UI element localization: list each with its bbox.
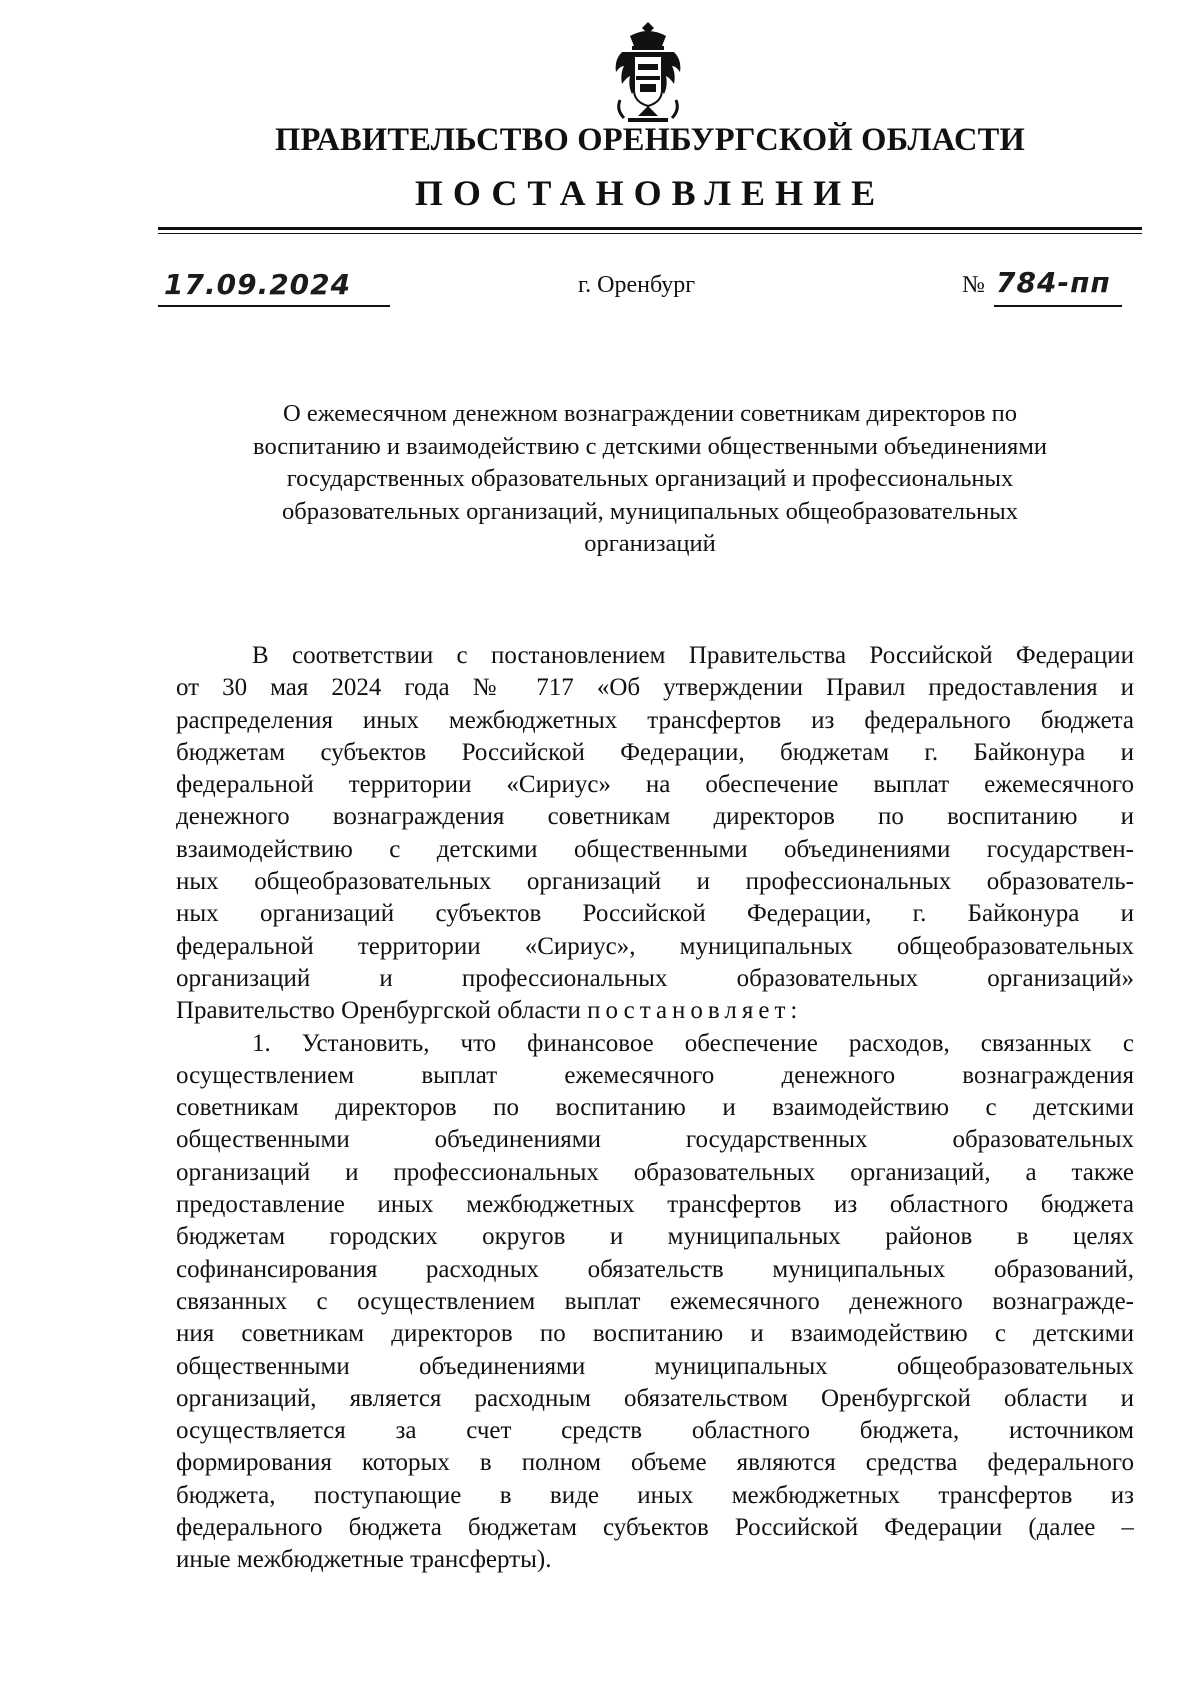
document-number [996,266,1111,299]
coat-of-arms-icon [608,20,688,128]
body-line: В соответствии с постановлением Правительства Российской Федерации [252,642,1134,669]
subject-line: государственных образовательных организаций и профессиональных [286,465,1014,492]
body-line: федеральной территории «Сириус», муниципальных общеобразовательных [176,932,1134,960]
document-subject [180,398,1120,561]
document-city: г. Оренбург [578,272,696,298]
body-line: федеральной территории «Сириус» на обеспечение выплат ежемесячного [176,771,1134,799]
body-line: общественными объединениями муниципальных общеобразовательных [176,1352,1134,1380]
body-line: от 30 мая 2024 года № 717 «Об утверждении Правил предоставления и [176,674,1134,702]
body-line: связанных с осуществлением выплат ежемесячного денежного вознагражде- [176,1287,1134,1315]
body-line: софинансирования расходных обязательств муниципальных образований, [176,1255,1134,1283]
document-type: ПОСТАНОВЛЕНИЕ [414,173,886,213]
number-underline [994,305,1122,307]
body-line: иные межбюджетные трансферты). [176,1546,552,1574]
body-line: бюджета, поступающие в виде иных межбюджетных трансфертов из [176,1481,1134,1509]
date-underline [158,305,390,307]
body-line: предоставление иных межбюджетных трансфертов из областного бюджета [176,1191,1134,1219]
body-line: распределения иных межбюджетных трансфертов из федерального бюджета [176,706,1134,734]
body-line: федерального бюджета бюджетам субъектов Российской Федерации (далее – [176,1514,1134,1542]
body-line: бюджетам городских округов и муниципальных районов в целях [176,1223,1134,1251]
subject-line: организаций [584,530,716,557]
number-value: 784-пп [996,266,1111,299]
body-line [176,995,1134,1027]
number-sign: № [962,272,985,298]
authority-title: ПРАВИТЕЛЬСТВО ОРЕНБУРГСКОЙ ОБЛАСТИ [275,122,1025,158]
body-line: формирования которых в полном объеме являются средства федерального [176,1449,1134,1477]
body-line: общественными объединениями государственных образовательных [176,1126,1134,1154]
document-date [158,270,388,304]
body-line: ных общеобразовательных организаций и профессиональных образователь- [176,868,1134,896]
body-line: осуществляется за счет средств областного бюджета, источником [176,1417,1134,1445]
header-rule-thick [158,227,1142,230]
body-line: организаций и профессиональных образовательных организаций, а также [176,1158,1134,1186]
body-line: взаимодействию с детскими общественными объединениями государствен- [176,835,1134,863]
body-line: бюджетам субъектов Российской Федерации, бюджетам г. Байконура и [176,738,1134,766]
body-line: ния советникам директоров по воспитанию и взаимодействию с детскими [176,1320,1134,1348]
body-line-part: Правительство Оренбургской области [176,997,581,1025]
body-line: осуществлением выплат ежемесячного денежного вознаграждения [176,1061,1134,1089]
subject-line: образовательных организаций, муниципальных общеобразовательных [282,497,1018,525]
header-rule-thin [158,233,1142,234]
subject-line: О ежемесячном денежном вознаграждении советникам директоров по [283,400,1017,427]
body-line: 1. Установить, что финансовое обеспечение расходов, связанных с [252,1029,1134,1057]
resolution-word: постановляет: [587,997,803,1025]
subject-line: воспитанию и взаимодействию с детскими общественными объединениями [253,432,1047,460]
body-line: организаций и профессиональных образовательных организаций» [176,964,1134,992]
document-body [176,640,1134,1577]
body-line: организаций, является расходным обязательством Оренбургской области и [176,1384,1134,1412]
body-line: ных организаций субъектов Российской Федерации, г. Байконура и [176,900,1134,928]
date-value: 17.09.2024 [164,268,352,301]
body-line: советникам директоров по воспитанию и взаимодействию с детскими [176,1094,1134,1122]
body-line: денежного вознаграждения советникам директоров по воспитанию и [176,803,1134,831]
